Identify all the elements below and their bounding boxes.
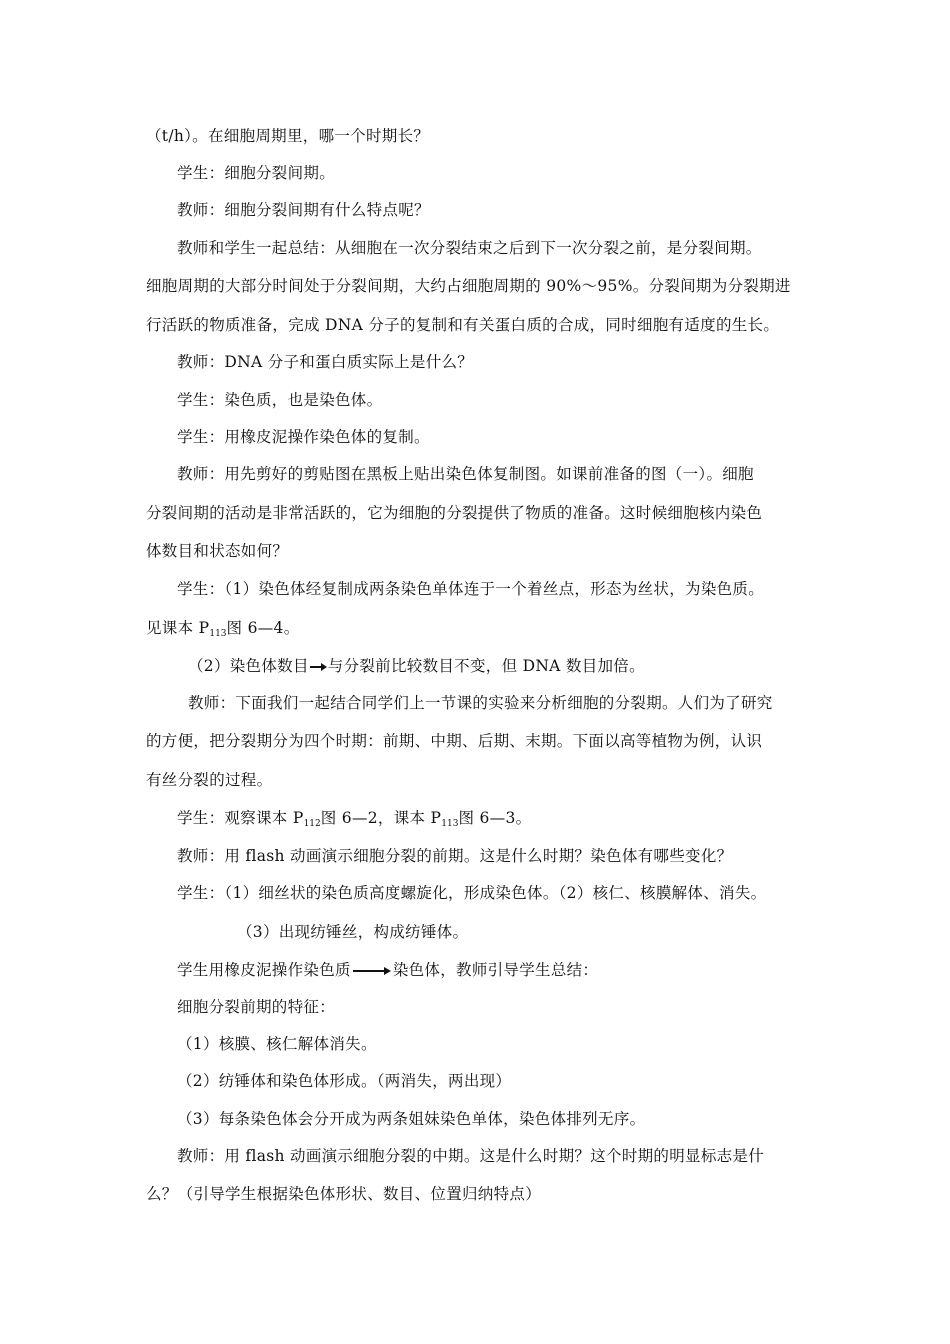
right-arrow-icon — [310, 666, 322, 668]
paragraph-line: 细胞分裂前期的特征： — [177, 998, 336, 1016]
paragraph-line: （2）纺锤体和染色体形成。（两消失，两出现） — [177, 1072, 512, 1090]
paragraph-line: 教师：用 flash 动画演示细胞分裂的中期。这是什么时期？这个时期的明显标志是什 — [177, 1147, 765, 1165]
paragraph-line: 学生：染色质，也是染色体。 — [177, 391, 383, 409]
observe-part-a: 学生：观察课本 P — [177, 809, 304, 827]
plasticine-before: 学生用橡皮泥操作染色质 — [177, 961, 351, 979]
paragraph-line: （1）核膜、核仁解体消失。 — [177, 1035, 377, 1053]
long-right-arrow-icon — [353, 970, 385, 972]
reference-suffix: 图 6—4。 — [226, 619, 300, 637]
observe-part-b: 图 6—2，课本 P — [320, 809, 442, 827]
paragraph-line: （3）每条染色体会分开成为两条姐妹染色单体，染色体排列无序。 — [177, 1110, 646, 1128]
paragraph-line: （3）出现纺锤丝，构成纺锤体。 — [237, 923, 469, 941]
paragraph-line: 有丝分裂的过程。 — [146, 771, 273, 789]
paragraph-line: （t/h）。在细胞周期里，哪一个时期长？ — [146, 127, 430, 145]
paragraph-line: 体数目和状态如何？ — [146, 542, 289, 560]
paragraph-line: 么？（引导学生根据染色体形状、数目、位置归纳特点） — [146, 1185, 542, 1203]
observe-page-subscript-2: 113 — [441, 819, 459, 829]
paragraph-line: 学生：（1）细丝状的染色质高度螺旋化，形成染色体。（2）核仁、核膜解体、消失。 — [177, 884, 767, 902]
textbook-reference-line — [146, 618, 300, 644]
paragraph-line: 细胞周期的大部分时间处于分裂间期，大约占细胞周期的 90%～95%。分裂间期为分裂期进 — [146, 277, 791, 295]
paragraph-line: 学生：用橡皮泥操作染色体的复制。 — [177, 428, 430, 446]
paragraph-line: 学生：细胞分裂间期。 — [177, 164, 336, 182]
plasticine-line — [177, 960, 598, 980]
paragraph-line: 教师：细胞分裂间期有什么特点呢？ — [177, 201, 430, 219]
paragraph-line: 教师：用先剪好的剪贴图在黑板上贴出染色体复制图。如课前准备的图（一）。细胞 — [177, 465, 754, 483]
chromosome-count-after: 与分裂前比较数目不变，但 DNA 数目加倍。 — [327, 657, 645, 675]
paragraph-line: 教师：用 flash 动画演示细胞分裂的前期。这是什么时期？染色体有哪些变化？ — [177, 847, 733, 865]
paragraph-line: 教师：DNA 分子和蛋白质实际上是什么？ — [177, 353, 474, 371]
chromosome-count-before: （2）染色体数目 — [188, 657, 309, 675]
observe-part-c: 图 6—3。 — [458, 809, 532, 827]
plasticine-after: 染色体，教师引导学生总结： — [392, 961, 599, 979]
observe-textbook-line — [177, 808, 531, 834]
paragraph-line: 的方便，把分裂期分为四个时期：前期、中期、后期、末期。下面以高等植物为例，认识 — [146, 732, 763, 750]
paragraph-line: 学生：（1）染色体经复制成两条染色单体连于一个着丝点，形态为丝状，为染色质。 — [177, 580, 765, 598]
paragraph-line: 教师和学生一起总结：从细胞在一次分裂结束之后到下一次分裂之前，是分裂间期。 — [177, 239, 762, 257]
reference-page-subscript: 113 — [209, 629, 227, 639]
observe-page-subscript-1: 112 — [303, 819, 321, 829]
paragraph-line: 分裂间期的活动是非常活跃的，它为细胞的分裂提供了物质的准备。这时候细胞核内染色 — [146, 504, 763, 522]
paragraph-line: 行活跃的物质准备，完成 DNA 分子的复制和有关蛋白质的合成，同时细胞有适度的生长。 — [146, 316, 780, 334]
reference-prefix: 见课本 P — [146, 619, 210, 637]
paragraph-line: 教师：下面我们一起结合同学们上一节课的实验来分析细胞的分裂期。人们为了研究 — [188, 694, 773, 712]
chromosome-count-line — [188, 656, 645, 676]
